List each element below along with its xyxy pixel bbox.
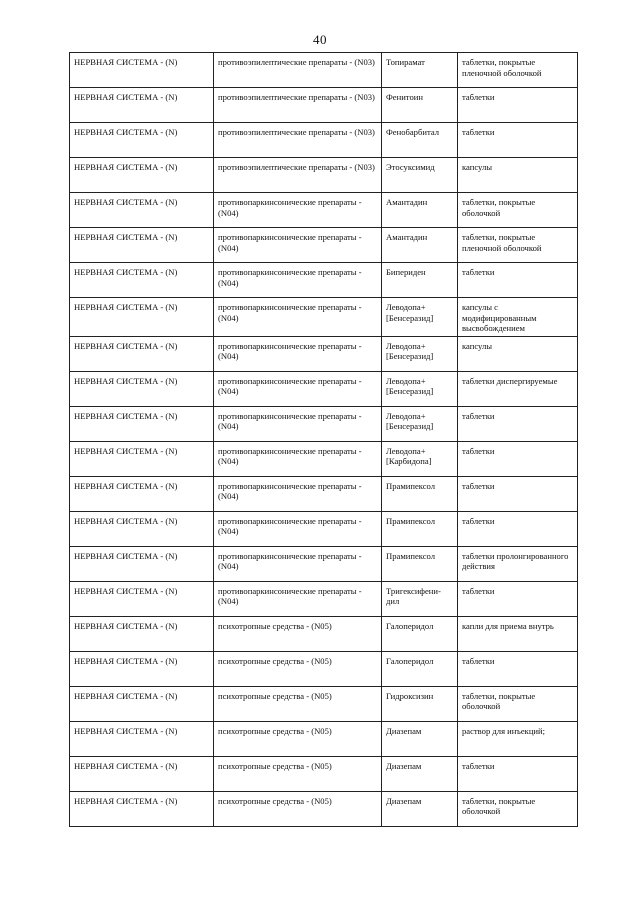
anatomical-group-cell: НЕРВНАЯ СИСТЕМА - (N): [70, 406, 214, 441]
anatomical-group-cell: НЕРВНАЯ СИСТЕМА - (N): [70, 686, 214, 721]
anatomical-group-cell: НЕРВНАЯ СИСТЕМА - (N): [70, 193, 214, 228]
dosage-form-cell: таблетки, покрытые оболочкой: [458, 686, 578, 721]
drug-name-cell: Топирамат: [382, 53, 458, 88]
table-row: [70, 88, 578, 123]
table-row: [70, 616, 578, 651]
pharmacological-group-cell: противопаркинсонические препараты - (N04): [214, 441, 382, 476]
dosage-form-cell: таблетки: [458, 476, 578, 511]
table-row: [70, 193, 578, 228]
pharmacological-group-cell: противопаркинсонические препараты - (N04): [214, 476, 382, 511]
dosage-form-cell: таблетки: [458, 406, 578, 441]
anatomical-group-cell: НЕРВНАЯ СИСТЕМА - (N): [70, 511, 214, 546]
pharmacological-group-cell: психотропные средства - (N05): [214, 756, 382, 791]
dosage-form-cell: таблетки пролонгированного действия: [458, 546, 578, 581]
drug-list-body: [70, 53, 578, 827]
anatomical-group-cell: НЕРВНАЯ СИСТЕМА - (N): [70, 123, 214, 158]
table-row: [70, 406, 578, 441]
anatomical-group-cell: НЕРВНАЯ СИСТЕМА - (N): [70, 581, 214, 616]
anatomical-group-cell: НЕРВНАЯ СИСТЕМА - (N): [70, 616, 214, 651]
pharmacological-group-cell: противоэпилептические препараты - (N03): [214, 88, 382, 123]
pharmacological-group-cell: противоэпилептические препараты - (N03): [214, 53, 382, 88]
drug-name-cell: Амантадин: [382, 228, 458, 263]
table-row: [70, 263, 578, 298]
dosage-form-cell: раствор для инъекций;: [458, 721, 578, 756]
dosage-form-cell: таблетки: [458, 441, 578, 476]
pharmacological-group-cell: противопаркинсонические препараты - (N04): [214, 228, 382, 263]
drug-name-cell: Леводопа+ [Бенсеразид]: [382, 371, 458, 406]
dosage-form-cell: таблетки: [458, 123, 578, 158]
table-row: [70, 228, 578, 263]
pharmacological-group-cell: противопаркинсонические препараты - (N04): [214, 263, 382, 298]
anatomical-group-cell: НЕРВНАЯ СИСТЕМА - (N): [70, 441, 214, 476]
anatomical-group-cell: НЕРВНАЯ СИСТЕМА - (N): [70, 476, 214, 511]
drug-name-cell: Диазепам: [382, 791, 458, 826]
table-row: [70, 721, 578, 756]
table-row: [70, 53, 578, 88]
drug-name-cell: Прамипексол: [382, 511, 458, 546]
pharmacological-group-cell: противопаркинсонические препараты - (N04): [214, 546, 382, 581]
table-row: [70, 336, 578, 371]
dosage-form-cell: таблетки: [458, 581, 578, 616]
drug-name-cell: Леводопа+ [Бенсеразид]: [382, 336, 458, 371]
table-row: [70, 756, 578, 791]
pharmacological-group-cell: противопаркинсонические препараты - (N04): [214, 336, 382, 371]
table-row: [70, 791, 578, 826]
dosage-form-cell: таблетки, покрытые пленочной оболочкой: [458, 53, 578, 88]
table-row: [70, 686, 578, 721]
anatomical-group-cell: НЕРВНАЯ СИСТЕМА - (N): [70, 791, 214, 826]
anatomical-group-cell: НЕРВНАЯ СИСТЕМА - (N): [70, 158, 214, 193]
dosage-form-cell: капсулы с модифицированным высвобождением: [458, 298, 578, 337]
pharmacological-group-cell: психотропные средства - (N05): [214, 651, 382, 686]
anatomical-group-cell: НЕРВНАЯ СИСТЕМА - (N): [70, 336, 214, 371]
anatomical-group-cell: НЕРВНАЯ СИСТЕМА - (N): [70, 53, 214, 88]
pharmacological-group-cell: психотропные средства - (N05): [214, 616, 382, 651]
drug-name-cell: Бипериден: [382, 263, 458, 298]
drug-name-cell: Диазепам: [382, 756, 458, 791]
anatomical-group-cell: НЕРВНАЯ СИСТЕМА - (N): [70, 756, 214, 791]
pharmacological-group-cell: противоэпилептические препараты - (N03): [214, 158, 382, 193]
drug-name-cell: Леводопа+ [Бенсеразид]: [382, 298, 458, 337]
table-row: [70, 581, 578, 616]
dosage-form-cell: таблетки: [458, 511, 578, 546]
dosage-form-cell: таблетки, покрытые оболочкой: [458, 193, 578, 228]
anatomical-group-cell: НЕРВНАЯ СИСТЕМА - (N): [70, 228, 214, 263]
pharmacological-group-cell: противопаркинсонические препараты - (N04): [214, 406, 382, 441]
pharmacological-group-cell: противопаркинсонические препараты - (N04): [214, 511, 382, 546]
drug-name-cell: Гидроксизин: [382, 686, 458, 721]
pharmacological-group-cell: противопаркинсонические препараты - (N04): [214, 193, 382, 228]
dosage-form-cell: капсулы: [458, 336, 578, 371]
drug-name-cell: Тригексифени- дил: [382, 581, 458, 616]
pharmacological-group-cell: противоэпилептические препараты - (N03): [214, 123, 382, 158]
dosage-form-cell: таблетки: [458, 651, 578, 686]
table-row: [70, 158, 578, 193]
drug-name-cell: Галоперидол: [382, 616, 458, 651]
pharmacological-group-cell: противопаркинсонические препараты - (N04): [214, 581, 382, 616]
dosage-form-cell: капсулы: [458, 158, 578, 193]
dosage-form-cell: таблетки: [458, 756, 578, 791]
table-row: [70, 476, 578, 511]
table-row: [70, 371, 578, 406]
dosage-form-cell: таблетки диспергируемые: [458, 371, 578, 406]
pharmacological-group-cell: психотропные средства - (N05): [214, 721, 382, 756]
pharmacological-group-cell: противопаркинсонические препараты - (N04): [214, 371, 382, 406]
drug-name-cell: Диазепам: [382, 721, 458, 756]
drug-name-cell: Фенобарбитал: [382, 123, 458, 158]
table-row: [70, 651, 578, 686]
drug-list-table: [69, 52, 578, 827]
anatomical-group-cell: НЕРВНАЯ СИСТЕМА - (N): [70, 298, 214, 337]
table-row: [70, 511, 578, 546]
pharmacological-group-cell: психотропные средства - (N05): [214, 686, 382, 721]
pharmacological-group-cell: психотропные средства - (N05): [214, 791, 382, 826]
table-row: [70, 546, 578, 581]
drug-name-cell: Амантадин: [382, 193, 458, 228]
table-row: [70, 298, 578, 337]
page-number: 40: [313, 32, 327, 47]
dosage-form-cell: капли для приема внутрь: [458, 616, 578, 651]
anatomical-group-cell: НЕРВНАЯ СИСТЕМА - (N): [70, 371, 214, 406]
table-row: [70, 441, 578, 476]
anatomical-group-cell: НЕРВНАЯ СИСТЕМА - (N): [70, 263, 214, 298]
dosage-form-cell: таблетки, покрытые оболочкой: [458, 791, 578, 826]
drug-name-cell: Леводопа+ [Карбидопа]: [382, 441, 458, 476]
anatomical-group-cell: НЕРВНАЯ СИСТЕМА - (N): [70, 721, 214, 756]
drug-name-cell: Прамипексол: [382, 546, 458, 581]
drug-name-cell: Галоперидол: [382, 651, 458, 686]
anatomical-group-cell: НЕРВНАЯ СИСТЕМА - (N): [70, 88, 214, 123]
dosage-form-cell: таблетки: [458, 88, 578, 123]
table-row: [70, 123, 578, 158]
drug-name-cell: Фенитоин: [382, 88, 458, 123]
dosage-form-cell: таблетки: [458, 263, 578, 298]
drug-name-cell: Этосуксимид: [382, 158, 458, 193]
drug-name-cell: Леводопа+ [Бенсеразид]: [382, 406, 458, 441]
anatomical-group-cell: НЕРВНАЯ СИСТЕМА - (N): [70, 651, 214, 686]
anatomical-group-cell: НЕРВНАЯ СИСТЕМА - (N): [70, 546, 214, 581]
drug-name-cell: Прамипексол: [382, 476, 458, 511]
pharmacological-group-cell: противопаркинсонические препараты - (N04): [214, 298, 382, 337]
dosage-form-cell: таблетки, покрытые пленочной оболочкой: [458, 228, 578, 263]
